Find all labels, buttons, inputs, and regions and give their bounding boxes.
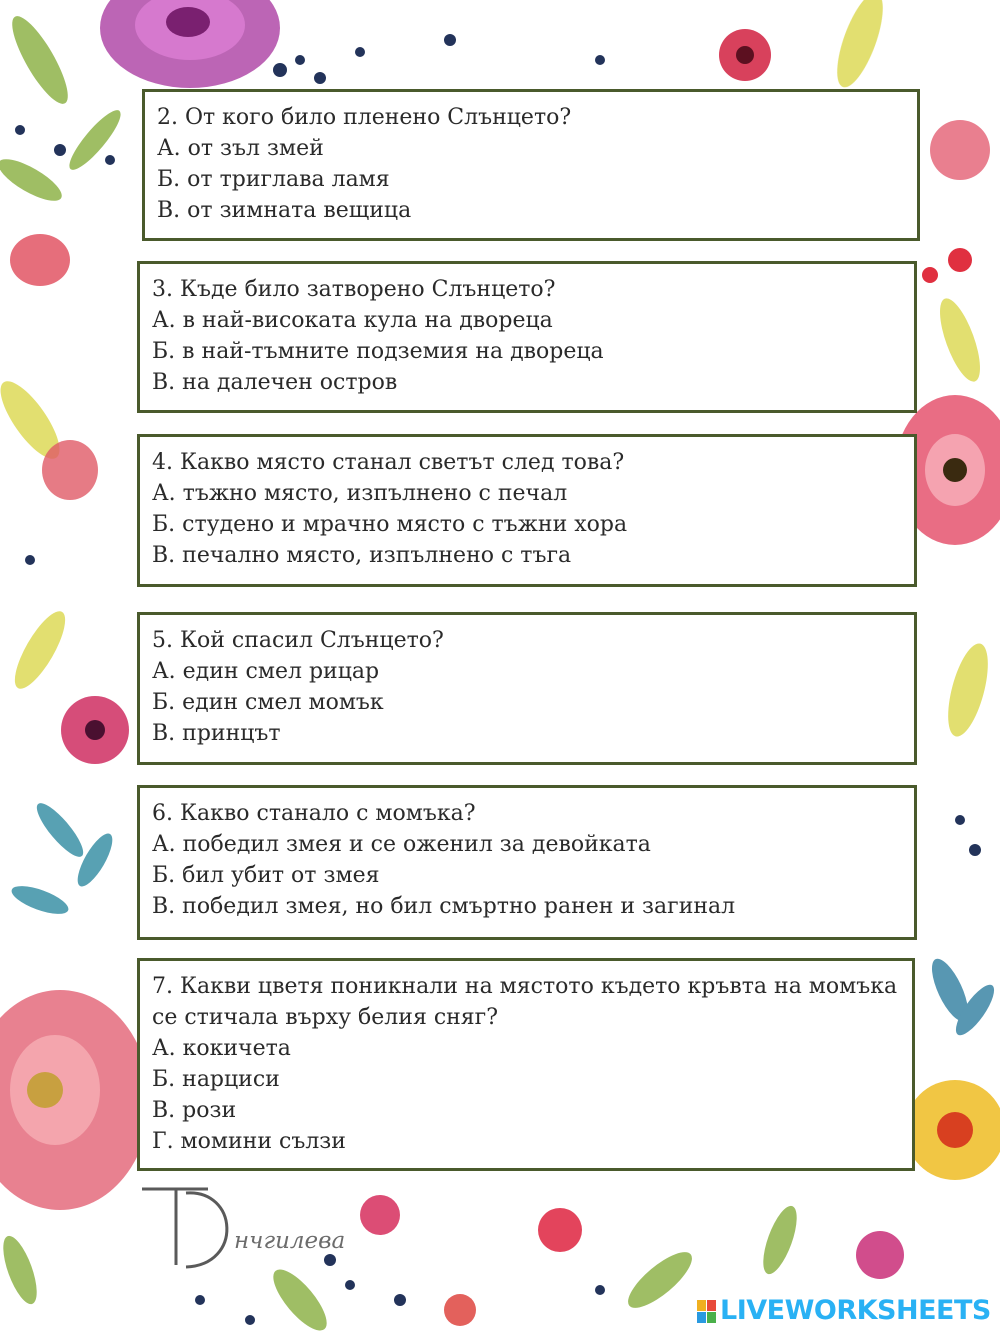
question-card-5 (137, 612, 917, 765)
option-b[interactable]: Б. от триглава ламя (157, 167, 390, 192)
option-c[interactable]: В. принцът (152, 721, 281, 746)
option-b[interactable]: Б. нарциси (152, 1067, 280, 1092)
yellow-flower-bottom-right (905, 1080, 1000, 1180)
pink-rose-bottom-left (0, 990, 150, 1210)
question-text: 6. Какво станало с момъка? (152, 801, 476, 826)
option-a[interactable]: А. кокичета (152, 1036, 291, 1061)
author-signature: нчгилева (234, 1228, 346, 1254)
option-a[interactable]: А. в най-високата кула на двореца (152, 308, 553, 333)
teal-leaves-right (925, 954, 1000, 1040)
question-text: 2. От кого било пленено Слънцето? (157, 105, 572, 130)
question-text: 4. Какво място станал светът след това? (152, 450, 625, 475)
question-card-4 (137, 434, 917, 587)
question-text: 3. Къде било затворено Слънцето? (152, 277, 556, 302)
option-b[interactable]: Б. студено и мрачно място с тъжни хора (152, 512, 628, 537)
option-c[interactable]: В. от зимната вещица (157, 198, 412, 223)
option-d[interactable]: Г. момини сълзи (152, 1129, 346, 1154)
option-c[interactable]: В. победил змея, но бил смъртно ранен и загинал (152, 894, 736, 919)
option-b[interactable]: Б. един смел момък (152, 690, 384, 715)
question-card-7 (137, 958, 915, 1171)
question-card-2 (142, 89, 920, 241)
question-card-3 (137, 261, 917, 413)
option-b[interactable]: Б. в най-тъмните подземия на двореца (152, 339, 604, 364)
option-a[interactable]: А. един смел рицар (152, 659, 380, 684)
option-a[interactable]: А. победил змея и се оженил за девойката (152, 832, 651, 857)
option-a[interactable]: А. от зъл змей (157, 136, 324, 161)
liveworksheets-badge-icon (697, 1300, 717, 1324)
teal-leaves-left (8, 798, 118, 920)
option-c[interactable]: В. рози (152, 1098, 237, 1123)
question-card-6 (137, 785, 917, 940)
option-c[interactable]: В. печално място, изпълнено с тъга (152, 543, 572, 568)
option-b[interactable]: Б. бил убит от змея (152, 863, 380, 888)
leaves-bottom (0, 1202, 804, 1332)
option-a[interactable]: А. тъжно място, изпълнено с печал (152, 481, 568, 506)
purple-peony-top-left (100, 0, 280, 88)
question-text: 7. Какви цветя поникнали на мястото където кръвта на момъка се стичала върху белия сняг? (152, 974, 898, 1030)
option-c[interactable]: В. на далечен остров (152, 370, 398, 395)
liveworksheets-watermark: LIVEWORKSHEETS (720, 1295, 991, 1326)
question-text: 5. Кой спасил Слънцето? (152, 628, 444, 653)
